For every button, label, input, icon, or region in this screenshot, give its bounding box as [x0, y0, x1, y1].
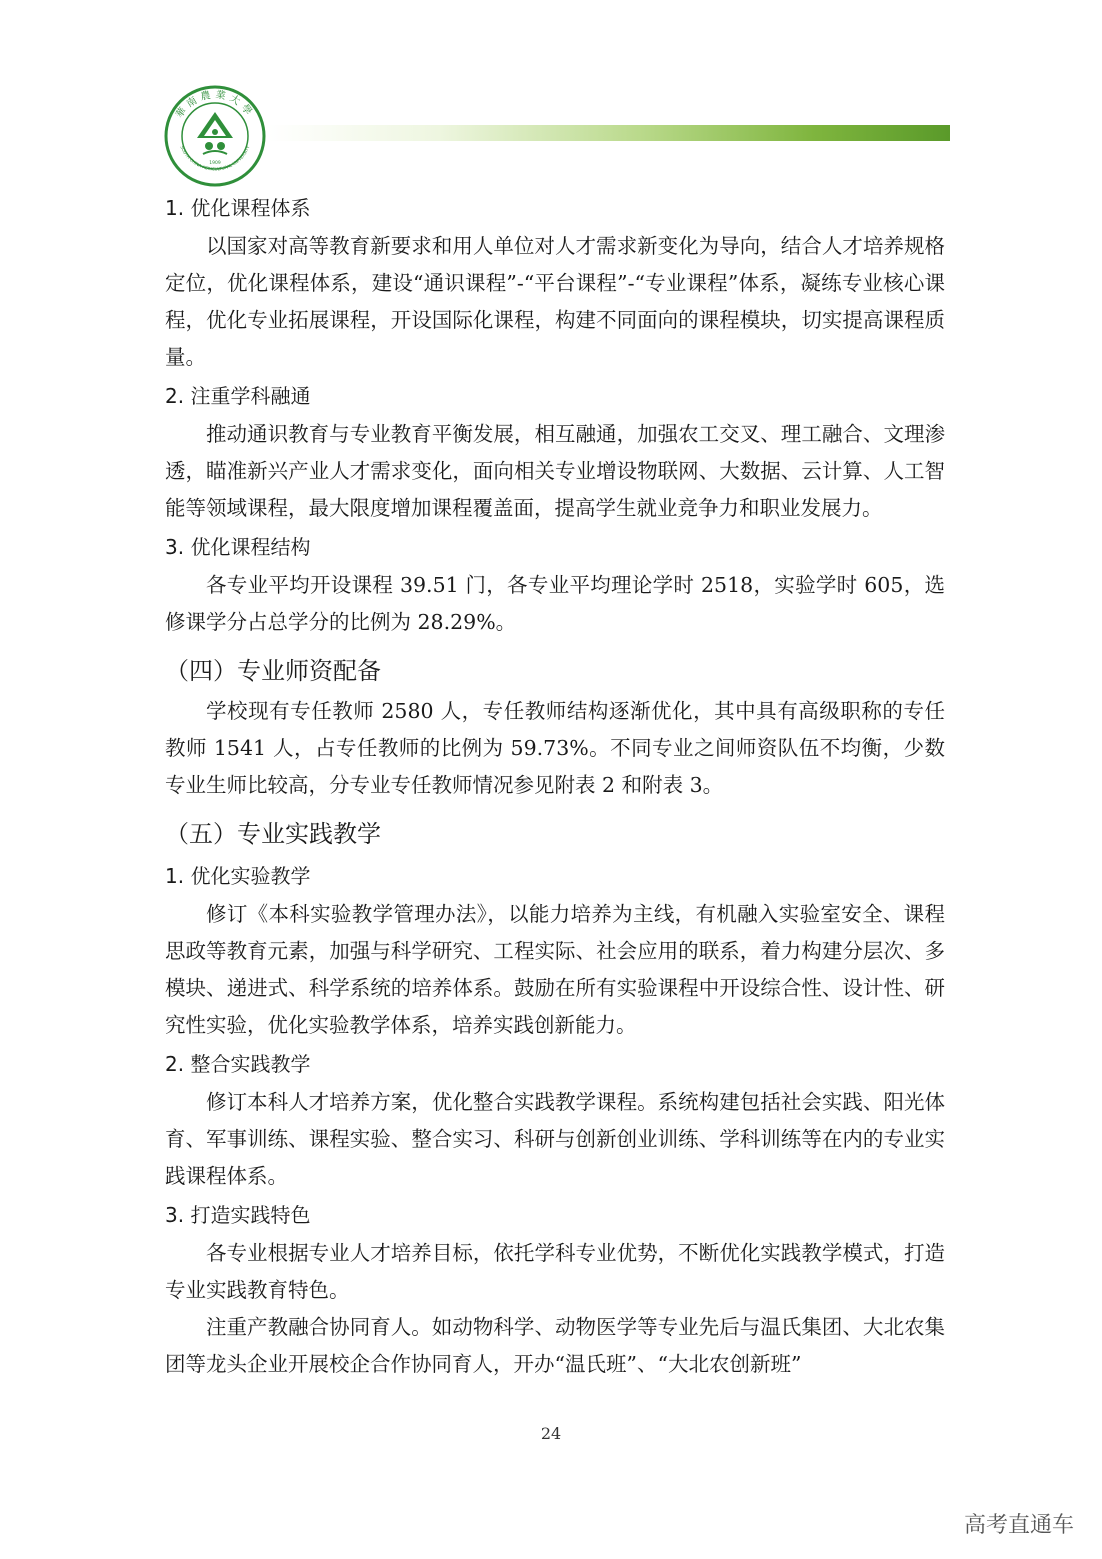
paragraph-industry-education: 注重产教融合协同育人。如动物科学、动物医学等专业先后与温氏集团、大北农集团等龙头企业开展校企合作协同育人，开办“温氏班”、“大北农创新班” [165, 1315, 945, 1376]
heading-integrated-practice: 2. 整合实践教学 [165, 1052, 311, 1076]
paragraph-discipline-integration: 推动通识教育与专业教育平衡发展，相互融通，加强农工交叉、理工融合、文理渗透，瞄准新兴产业人才需求变化，面向相关专业增设物联网、大数据、云计算、人工智能等领域课程，最大限度增加课程覆盖面，提高学生就业竞争力和职业发展力。 [165, 422, 945, 520]
heading-practice-teaching: （五）专业实践教学 [165, 820, 381, 848]
header-gradient-bar [268, 125, 950, 141]
logo-year: 1909 [209, 161, 221, 166]
paragraph-faculty: 学校现有专任教师 2580 人，专任教师结构逐渐优化，其中具有高级职称的专任教师 1541 人，占专任教师的比例为 59.73%。不同专业之间师资队伍不均衡，少数专业生师比较高，分专业专任教师情况参见附表 2 和附表 3。 [165, 699, 945, 797]
paragraph-integrated-practice: 修订本科人才培养方案，优化整合实践教学课程。系统构建包括社会实践、阳光体育、军事训练、课程实验、整合实习、科研与创新创业训练、学科训练等在内的专业实践课程体系。 [165, 1090, 945, 1188]
page-number: 24 [540, 1424, 562, 1443]
paragraph-course-structure: 各专业平均开设课程 39.51 门，各专业平均理论学时 2518，实验学时 605，选修课学分占总学分的比例为 28.29%。 [165, 573, 945, 634]
heading-faculty: （四）专业师资配备 [165, 657, 381, 685]
heading-course-structure: 3. 优化课程结构 [165, 535, 311, 559]
document-body [165, 188, 945, 1383]
heading-discipline-integration: 2. 注重学科融通 [165, 384, 311, 408]
paragraph-experiment-teaching: 修订《本科实验教学管理办法》，以能力培养为主线，有机融入实验室安全、课程思政等教育元素，加强与科学研究、工程实际、社会应用的联系，着力构建分层次、多模块、递进式、科学系统的培养体系。鼓励在所有实验课程中开设综合性、设计性、研究性实验，优化实验教学体系，培养实践创新能力。 [165, 902, 945, 1037]
heading-experiment-teaching: 1. 优化实验教学 [165, 864, 311, 888]
heading-practice-features: 3. 打造实践特色 [165, 1203, 311, 1227]
heading-optimize-curriculum: 1. 优化课程体系 [165, 196, 311, 220]
paragraph-curriculum-system: 以国家对高等教育新要求和用人单位对人才需求新变化为导向，结合人才培养规格定位，优化课程体系，建设“通识课程”-“平台课程”-“专业课程”体系，凝练专业核心课程，优化专业拓展课程，开设国际化课程，构建不同面向的课程模块，切实提高课程质量。 [165, 234, 945, 369]
logo-english-text: SOUTH CHINA AGRICULTURAL UNIVERSITY [179, 145, 251, 172]
paragraph-practice-features: 各专业根据专业人才培养目标，依托学科专业优势，不断优化实践教学模式，打造专业实践教育特色。 [165, 1241, 945, 1302]
svg-text:SOUTH CHINA AGRICULTURAL UNIVE [179, 145, 250, 172]
university-logo [163, 84, 267, 188]
logo-arc-text: 華南農業大學 [174, 89, 256, 121]
watermark-text: 高考直通车 [963, 1513, 1074, 1538]
